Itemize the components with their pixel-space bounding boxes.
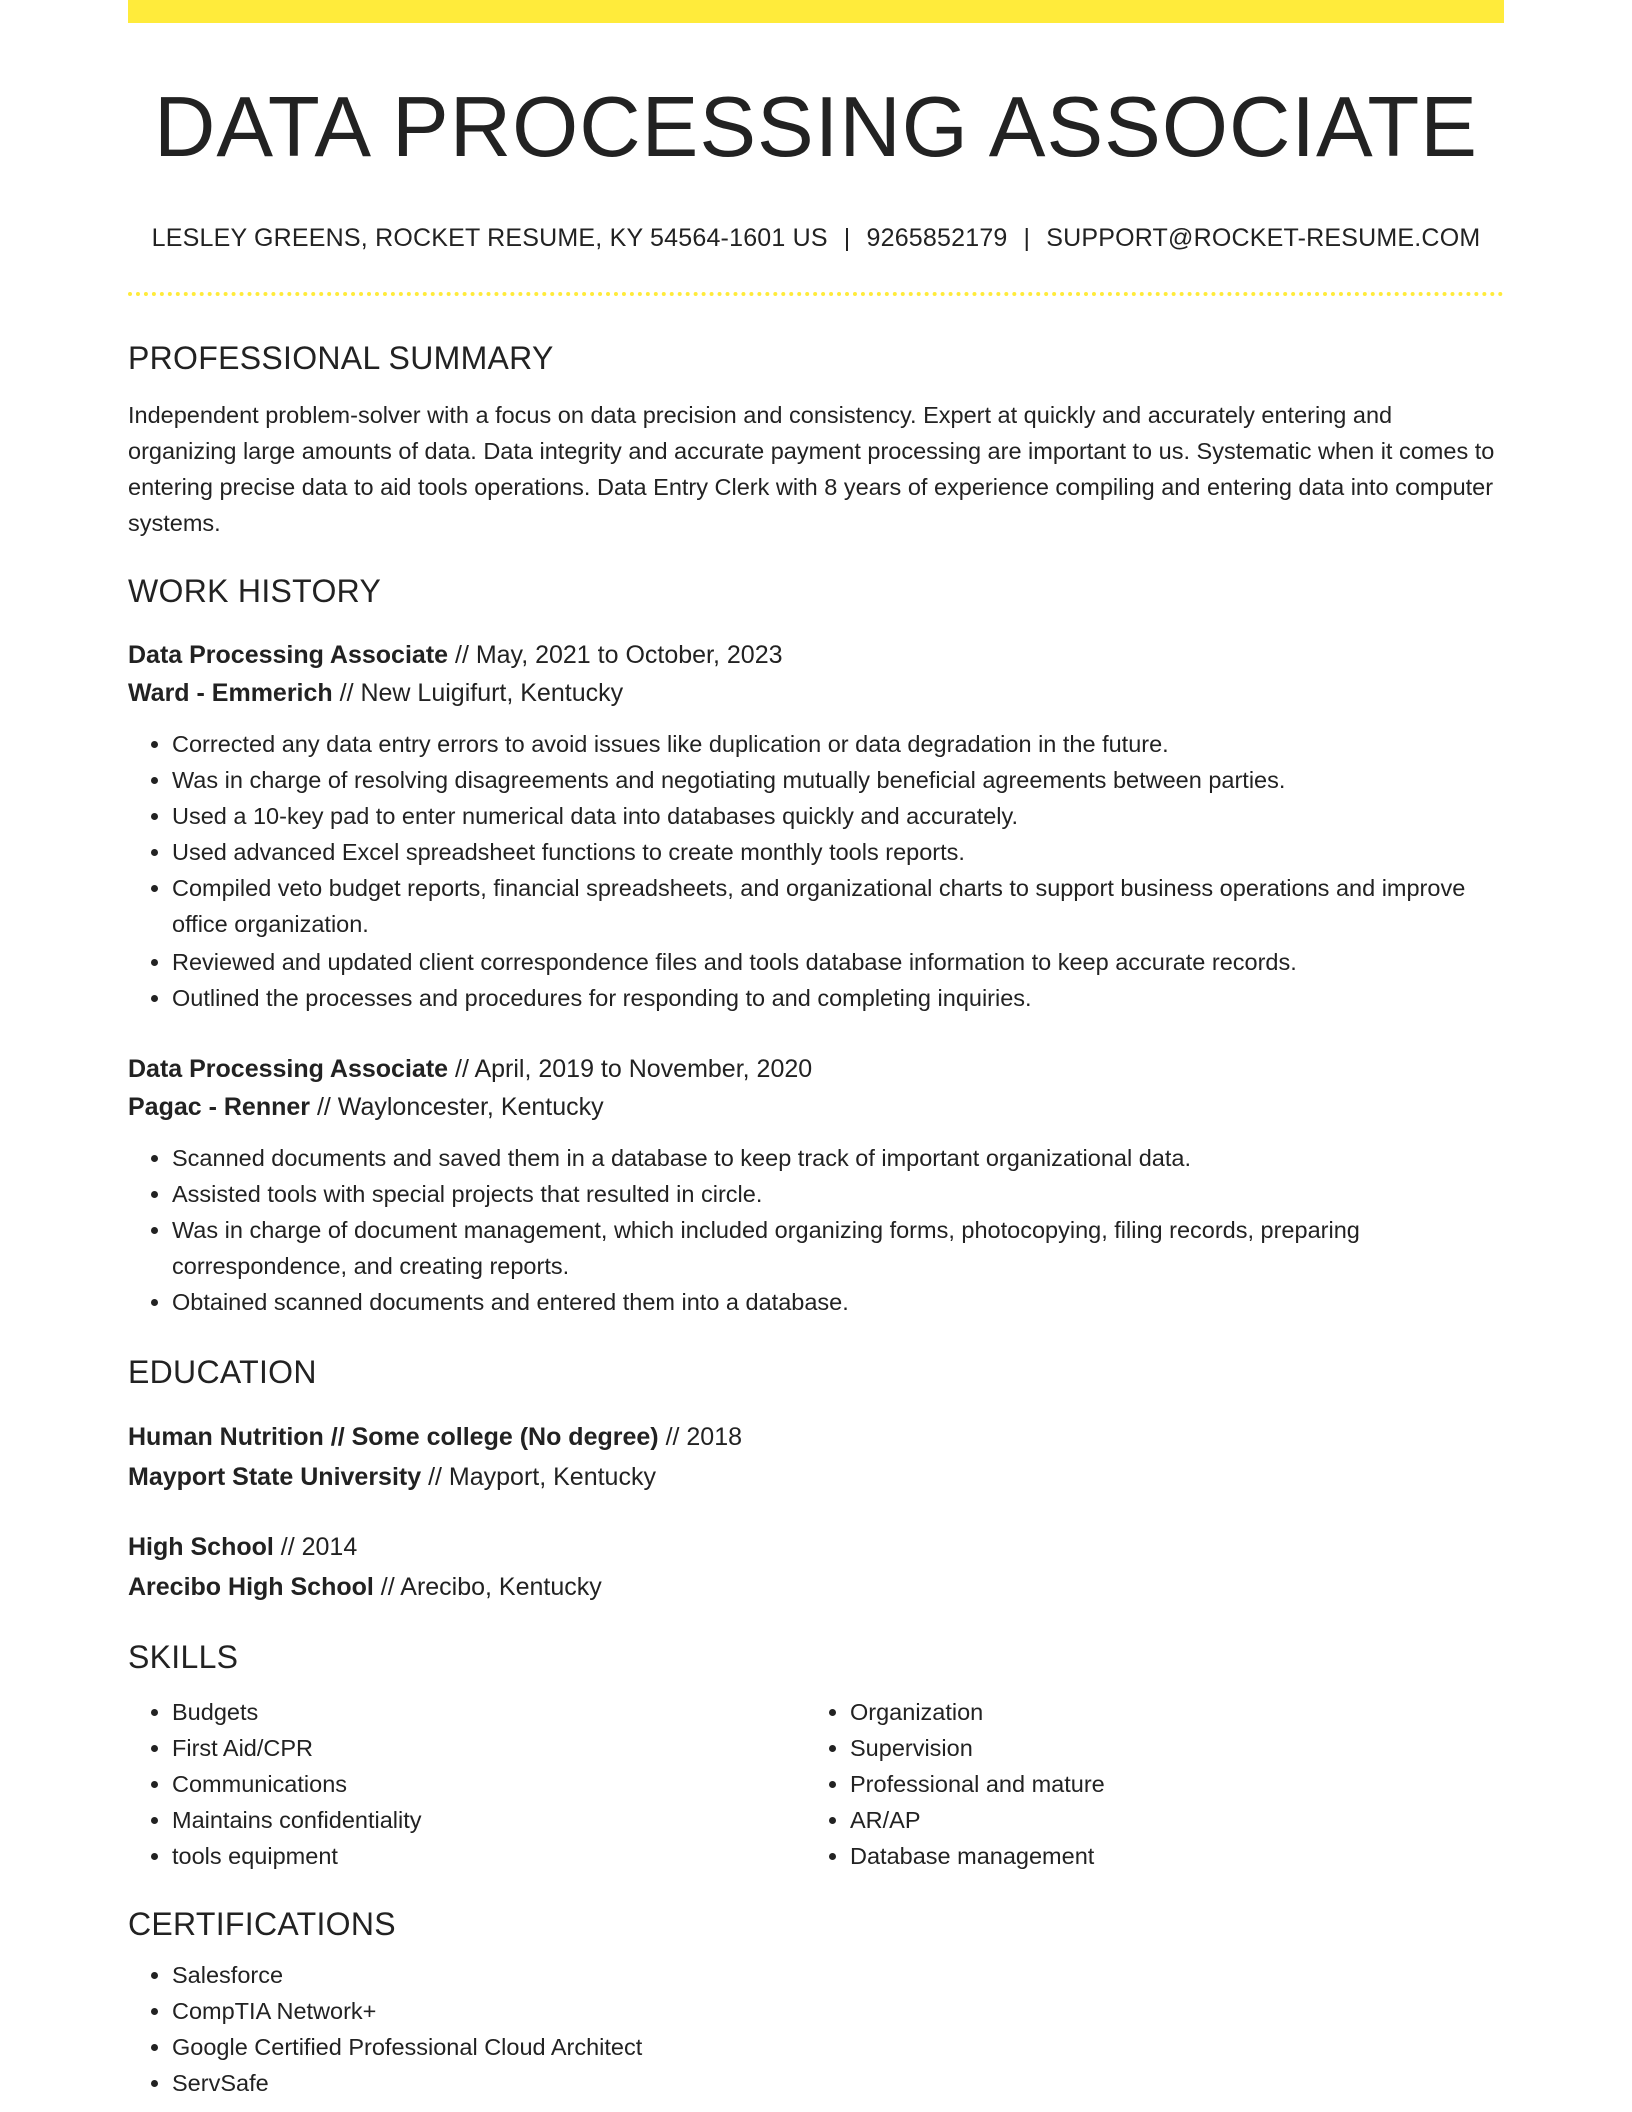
job-location: // New Luigifurt, Kentucky <box>332 679 624 708</box>
education-degree-line <box>128 1527 1504 1567</box>
job-dates: // April, 2019 to November, 2020 <box>448 1055 813 1084</box>
list-item: • Was in charge of document management, which included organizing forms, photocopying, filing records, preparing correspondence, and creating reports. <box>172 1212 1504 1284</box>
list-item: • Used advanced Excel spreadsheet functions to create monthly tools reports. <box>172 834 1504 870</box>
job-title-line <box>128 636 1504 674</box>
resume-title: DATA PROCESSING ASSOCIATE <box>154 80 1478 175</box>
list-item: • Assisted tools with special projects that resulted in circle. <box>172 1176 1504 1212</box>
list-item: • Maintains confidentiality <box>172 1802 806 1838</box>
job-dates: // May, 2021 to October, 2023 <box>448 641 783 670</box>
education-school-line <box>128 1457 1504 1497</box>
contact-separator: | <box>843 224 851 253</box>
education-location: // Mayport, Kentucky <box>421 1463 656 1492</box>
job-entry <box>128 636 1504 1016</box>
resume-page <box>128 0 1504 2101</box>
list-item: • Used a 10-key pad to enter numerical data into databases quickly and accurately. <box>172 798 1504 834</box>
education-heading: EDUCATION <box>128 1354 317 1391</box>
list-item: • Professional and mature <box>850 1766 1484 1802</box>
list-item: • Salesforce <box>172 1957 1504 1993</box>
education-degree-line <box>128 1417 1504 1457</box>
job-bullets <box>128 1140 1504 1320</box>
skills-columns <box>128 1694 1504 1874</box>
list-item: • Reviewed and updated client correspondence files and tools database information to keep accurate records. <box>172 944 1504 980</box>
education-entry <box>128 1417 1504 1497</box>
education-degree: Human Nutrition // Some college (No degree) <box>128 1423 659 1452</box>
job-company: Pagac - Renner <box>128 1093 311 1122</box>
skills-list-right <box>806 1694 1484 1874</box>
list-item: • Organization <box>850 1694 1484 1730</box>
education-degree: High School <box>128 1533 274 1562</box>
list-item: • Outlined the processes and procedures for responding to and completing inquiries. <box>172 980 1504 1016</box>
job-title: Data Processing Associate <box>128 641 449 670</box>
job-location: // Wayloncester, Kentucky <box>310 1093 604 1122</box>
dotted-divider <box>128 292 1504 296</box>
work-history-heading: WORK HISTORY <box>128 573 382 610</box>
education-entry <box>128 1527 1504 1607</box>
list-item: • ServSafe <box>172 2065 1504 2101</box>
job-company: Ward - Emmerich <box>128 679 333 708</box>
contact-line <box>128 224 1504 253</box>
list-item: • Database management <box>850 1838 1484 1874</box>
job-company-line <box>128 674 1504 712</box>
contact-email: SUPPORT@ROCKET-RESUME.COM <box>1046 224 1481 253</box>
contact-separator: | <box>1023 224 1031 253</box>
list-item: • Obtained scanned documents and entered them into a database. <box>172 1284 1504 1320</box>
list-item: • Google Certified Professional Cloud Architect <box>172 2029 1504 2065</box>
job-entry <box>128 1050 1504 1320</box>
education-location: // Arecibo, Kentucky <box>373 1573 602 1602</box>
job-bullets <box>128 726 1504 1016</box>
job-title-line <box>128 1050 1504 1088</box>
list-item: • Communications <box>172 1766 806 1802</box>
education-school-line <box>128 1567 1504 1607</box>
contact-phone: 9265852179 <box>866 224 1008 253</box>
list-item: • Budgets <box>172 1694 806 1730</box>
list-item: • Was in charge of resolving disagreements and negotiating mutually beneficial agreements between parties. <box>172 762 1504 798</box>
certifications-list <box>128 1957 1504 2101</box>
skills-list-left <box>128 1694 806 1874</box>
list-item: • Corrected any data entry errors to avoid issues like duplication or data degradation in the future. <box>172 726 1504 762</box>
summary-heading: PROFESSIONAL SUMMARY <box>128 340 554 377</box>
certifications-heading: CERTIFICATIONS <box>128 1906 396 1943</box>
accent-top-bar <box>128 0 1504 23</box>
job-company-line <box>128 1088 1504 1126</box>
list-item: • AR/AP <box>850 1802 1484 1838</box>
education-year: // 2014 <box>273 1533 358 1562</box>
list-item: • Compiled veto budget reports, financial spreadsheets, and organizational charts to support business operations and improve office organization. <box>172 870 1504 942</box>
list-item: • Scanned documents and saved them in a database to keep track of important organizational data. <box>172 1140 1504 1176</box>
education-school: Mayport State University <box>128 1463 422 1492</box>
list-item: • CompTIA Network+ <box>172 1993 1504 2029</box>
education-year: // 2018 <box>658 1423 743 1452</box>
skills-heading: SKILLS <box>128 1639 239 1676</box>
list-item: • tools equipment <box>172 1838 806 1874</box>
job-title: Data Processing Associate <box>128 1055 449 1084</box>
contact-address: LESLEY GREENS, ROCKET RESUME, KY 54564-1601 US <box>151 224 828 253</box>
list-item: • First Aid/CPR <box>172 1730 806 1766</box>
summary-text: Independent problem-solver with a focus on data precision and consistency. Expert at quickly and accurately entering and organizing large amounts of data. Data integrity and accurate payment processing are important to us. Systematic when it comes to entering precise data to aid tools operations. Data Entry Clerk with 8 years of experience compiling and entering data into computer systems. <box>128 402 1495 537</box>
education-school: Arecibo High School <box>128 1573 374 1602</box>
list-item: • Supervision <box>850 1730 1484 1766</box>
